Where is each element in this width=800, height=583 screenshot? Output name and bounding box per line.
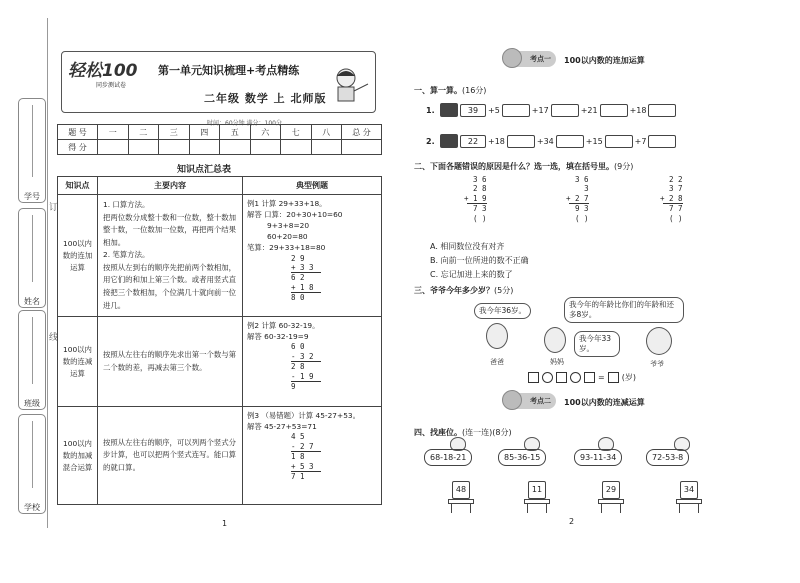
wrong-calc [566,175,589,223]
question-note: (连一连) [462,428,493,437]
train-car: 39 [460,104,486,117]
topic-title: 100以内数的连加运算 [564,56,645,65]
vertical-calc [291,432,377,481]
question-text: 一、算一算。 [414,86,462,95]
question-4 [414,427,512,438]
slot-line [32,317,33,384]
content-line: 按照从左往右的顺序，可以列两个竖式分步计算，也可以把两个竖式连写。能口算的就口算。 [103,437,237,472]
vertical-calc [291,254,377,303]
answer-car[interactable] [551,104,579,117]
calc-line: 2 9 [291,253,305,263]
score-input[interactable] [281,140,312,155]
time-score-meta: 时间：60分钟 满分：100分 [207,120,282,127]
answer-unit: (岁) [621,373,636,382]
score-cell: 八 [311,125,342,140]
knowledge-table [57,176,382,505]
answer-car[interactable] [600,104,628,117]
summary-title: 知识点汇总表 [177,165,232,175]
slot-class[interactable] [18,310,46,410]
brand-logo: 轻松100 [68,61,138,81]
question-2 [414,161,633,172]
content-line: 把两位数分成整十数和一位数，整十数加整十数，一位数加一位数，再把两个结果相加。 [103,212,237,247]
operator: +21 [580,105,598,115]
wrong-calc [660,175,683,223]
score-input[interactable] [342,140,382,155]
page-1 [57,45,384,535]
binding-strip [8,18,48,528]
mom-speech-bubble: 我今年33岁。 [574,331,620,357]
content-cell [98,407,243,505]
calc-line: + 3 3 [291,262,314,272]
seat-number: 29 [602,481,620,499]
page-title: 第一单元知识梳理+考点精练 [158,64,300,77]
calc-line: 7 1 [291,471,305,481]
content-line: 按照从左到右的顺序先把前两个数相加，用它们的和加上第三个数。或者用竖式直接把三个数相加，个位满几十就向前一位进几。 [103,262,237,310]
seat-chair[interactable] [598,481,624,513]
example-title: 例2 计算 60-32-19。 [247,321,320,331]
score-input[interactable] [250,140,281,155]
topic-cell: 100以内数的连加运算 [58,195,98,317]
score-cell: 三 [159,125,190,140]
page-2 [414,45,704,535]
example-line: 解答 口算：20+30+10=60 [247,210,343,220]
seat-chair[interactable] [448,481,474,513]
question-text: 三、爷爷今年多少岁？ [414,286,494,295]
brand-subtitle: 同步测试卷 [96,82,127,89]
operator-circle[interactable] [570,372,581,383]
answer-car[interactable] [507,135,535,148]
answer-car[interactable] [502,104,530,117]
content-line: 2. 笔算方法。 [103,250,150,260]
dad-figure-icon [486,323,508,349]
topic-badge [506,393,556,409]
score-label: 得 分 [58,140,98,155]
train-engine-icon [440,103,458,117]
option-b: B. 向前一位所进的数不正确 [430,256,529,265]
grandpa-figure-icon [646,327,672,355]
col-header: 知识点 [58,177,98,195]
slot-school[interactable] [18,414,46,514]
calc-line: + 5 3 [291,461,314,471]
table-row [58,195,382,317]
train-car: 22 [460,135,486,148]
example-cell [243,195,382,317]
operator: +5 [488,105,500,115]
example-line: 9+3+8=20 [267,221,310,231]
question-points: (5分) [494,286,514,295]
question-points: (8分) [492,428,512,437]
slot-name[interactable] [18,208,46,308]
col-header: 主要内容 [98,177,243,195]
score-input[interactable] [220,140,251,155]
grandpa-speech-bubble: 我今年的年龄比你们的年龄和还多8岁。 [564,297,684,323]
calc-line: + 2 8 [660,193,683,203]
calc-line: - 2 7 [291,441,314,451]
question-text: 二、下面各题错误的原因是什么？选一选，填在括号里。 [414,162,614,171]
calc-line: 6 0 [291,342,305,352]
face-icon [502,48,522,68]
topic-title: 100以内数的连减运算 [564,398,645,407]
answer-car[interactable] [605,135,633,148]
calc-line: 1 8 [291,452,305,462]
calc-line: 8 0 [291,293,305,303]
score-cell: 五 [220,125,251,140]
train-1 [426,103,676,117]
calc-line: + 1 9 [464,193,487,203]
calc-line: 7 3 [473,204,487,214]
boy-illustration-icon [324,64,372,108]
score-input[interactable] [189,140,220,155]
score-input[interactable] [311,140,342,155]
answer-car[interactable] [556,135,584,148]
question-text: 四、找座位。 [414,428,462,437]
score-input[interactable] [98,140,129,155]
operator: +34 [536,136,554,146]
seat-number: 34 [680,481,698,499]
badge-label: 考点一 [530,55,551,63]
operator: +7 [634,136,647,146]
cut-label: 线 [49,333,59,343]
calc-line: 2 2 [669,175,683,184]
operator: +18 [629,105,647,115]
vertical-calc [291,342,377,391]
header-box [61,51,376,113]
mom-figure-icon [544,327,566,353]
score-table [57,124,382,155]
question-points: (16分) [462,86,487,95]
page-subtitle: 二年级 数学 上 北师版 [204,92,327,105]
dad-speech-bubble: 我今年36岁。 [474,303,531,319]
seat-number: 48 [452,481,470,499]
score-cell: 六 [250,125,281,140]
content-cell [98,317,243,407]
calc-line: 7 7 [669,204,683,214]
example-line: 笔算：29+33+18=80 [247,243,326,253]
calc-line: 2 8 [473,184,487,194]
operator: +17 [531,105,549,115]
content-line: 按照从左往右的顺序先求出第一个数与第二个数的差，再减去第三个数。 [103,350,237,372]
score-cell: 七 [281,125,312,140]
answer-equation [528,372,636,383]
score-input[interactable] [128,140,159,155]
expression-card[interactable]: 93-11-34 [574,449,622,466]
topic-cell: 100以内数的连减运算 [58,317,98,407]
train-number: 2. [426,136,435,146]
operator: +18 [488,136,505,146]
example-cell [243,317,382,407]
slot-label: 班级 [24,399,40,408]
question-3 [414,285,513,296]
score-cell: 一 [98,125,129,140]
answer-box[interactable] [528,372,539,383]
content-cell [98,195,243,317]
wrong-calc [464,175,487,223]
option-c: C. 忘记加进上来的数了 [430,270,513,279]
example-title: 例3 （易错题）计算 45-27+53。 [247,411,360,421]
slot-line [32,105,33,177]
answer-car[interactable] [648,104,676,117]
calc-line: 3 7 [669,184,683,194]
score-input[interactable] [159,140,190,155]
calc-line: 3 6 [473,175,487,184]
train-number: 1. [426,105,435,115]
calc-line: 2 8 [291,362,305,372]
slot-label: 学号 [24,192,40,201]
answer-box[interactable] [584,372,595,383]
page-number: 2 [569,517,575,526]
table-row [58,407,382,505]
slot-student-id[interactable] [18,98,46,203]
calc-line: 4 5 [291,432,305,442]
slot-label: 学校 [24,503,40,512]
example-line: 解答 60-32-19=9 [247,332,309,342]
slot-line [32,421,33,488]
expression-card[interactable]: 85-36-15 [498,449,546,466]
table-row [58,317,382,407]
calc-line: - 3 2 [291,351,314,361]
answer-car[interactable] [648,135,676,148]
mom-label: 妈妈 [550,358,564,366]
calc-line: + 1 8 [291,282,314,292]
topic-badge [506,51,556,67]
example-title: 例1 计算 29+33+18。 [247,199,327,208]
topic-cell: 100以内数的加减混合运算 [58,407,98,505]
seat-chair[interactable] [676,481,702,513]
operator: +15 [585,136,603,146]
seat-chair[interactable] [524,481,550,513]
expression-card[interactable]: 72-53-8 [646,449,689,466]
option-a: A. 相同数位没有对齐 [430,242,505,251]
answer-paren[interactable]: ( ) [669,213,683,223]
question-points: (9分) [614,162,634,171]
calc-line: - 1 9 [291,371,314,381]
example-line: 60+20=80 [267,232,308,242]
score-cell: 总 分 [342,125,382,140]
calc-line: + 2 7 [566,193,589,203]
score-cell: 四 [189,125,220,140]
answer-paren[interactable]: ( ) [473,213,487,223]
slot-line [32,215,33,282]
calc-line: 3 [584,184,589,194]
example-line: 解答 45-27+53=71 [247,422,317,432]
slot-label: 姓名 [24,297,40,306]
content-title: 1. 口算方法。 [103,200,150,209]
face-icon [502,390,522,410]
dad-label: 爸爸 [490,358,504,366]
example-cell [243,407,382,505]
calc-line: 3 6 [575,175,589,184]
grandpa-label: 爷爷 [650,360,664,368]
expression-card[interactable]: 68-18-21 [424,449,472,466]
cut-label: 订 [49,203,59,213]
score-cell: 题 号 [58,125,98,140]
train-engine-icon [440,134,458,148]
answer-box[interactable] [608,372,619,383]
answer-paren[interactable]: ( ) [575,213,589,223]
calc-line: 6 2 [291,273,305,283]
score-cell: 二 [128,125,159,140]
badge-label: 考点二 [530,397,551,405]
page-number: 1 [222,519,228,528]
col-header: 典型例题 [243,177,382,195]
question-1 [414,85,486,96]
equals-sign: = [598,373,605,382]
answer-box[interactable] [556,372,567,383]
operator-circle[interactable] [542,372,553,383]
calc-line: 9 [291,381,296,391]
seat-number: 11 [528,481,546,499]
train-2 [426,134,676,148]
calc-line: 9 3 [575,204,589,214]
